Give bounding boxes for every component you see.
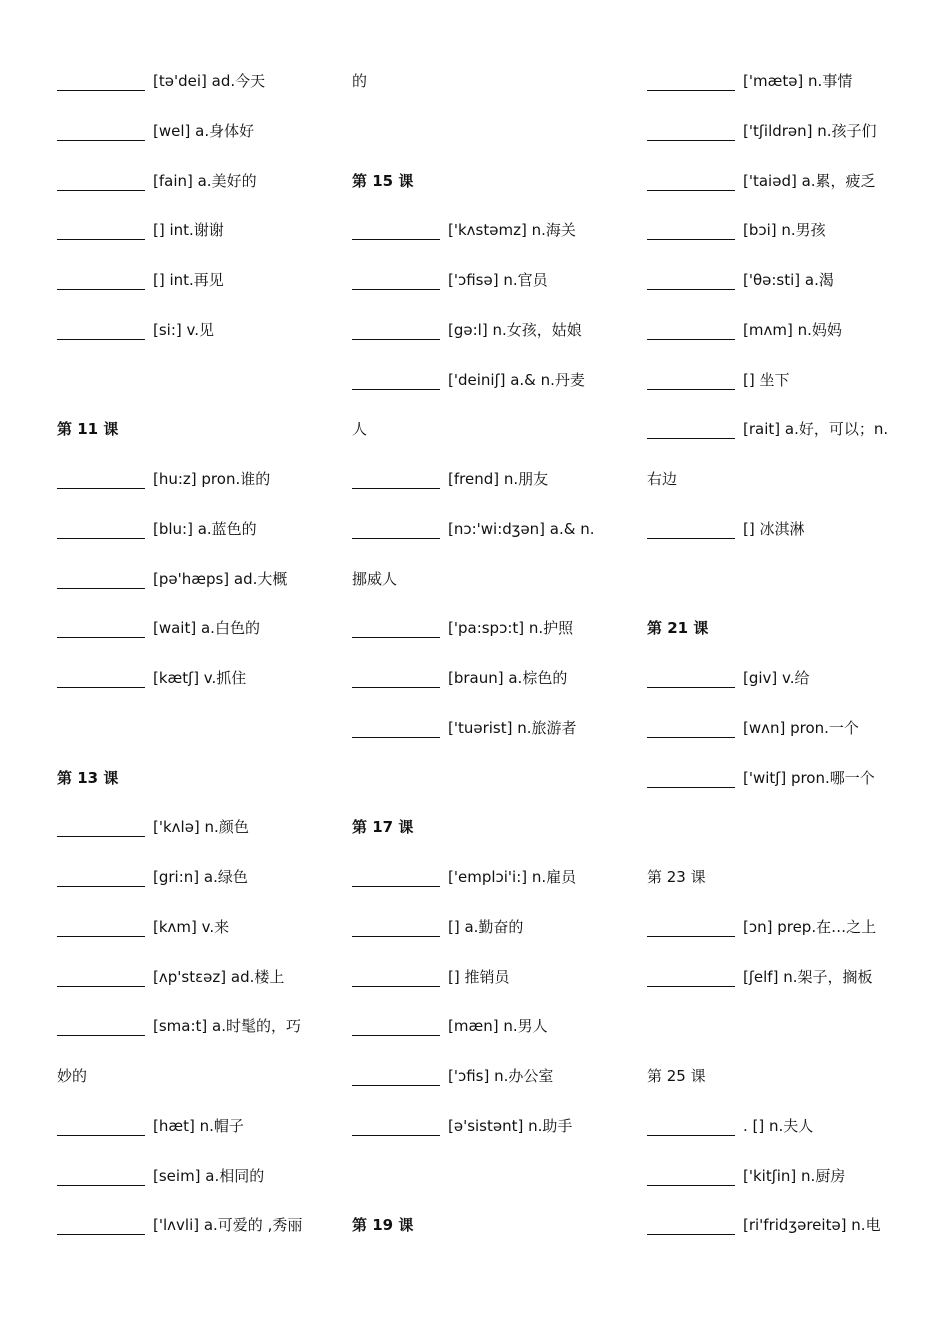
answer-blank-line <box>352 324 440 340</box>
wrapped-text-line: 人 <box>352 420 368 439</box>
answer-blank-line <box>352 971 440 987</box>
answer-blank-line <box>647 324 735 340</box>
answer-blank-line <box>57 324 145 340</box>
answer-blank-line <box>352 871 440 887</box>
vocab-definition: ['witʃ] pron.哪一个 <box>743 768 875 787</box>
vocab-definition: ['kʌstəmz] n.海关 <box>448 221 576 240</box>
vocab-entry <box>57 220 224 240</box>
lesson-heading: 第 11 课 <box>57 420 119 439</box>
answer-blank-line <box>57 573 145 589</box>
vocab-definition: [gə:l] n.女孩，姑娘 <box>448 320 582 339</box>
lesson-heading: 第 19 课 <box>352 1216 414 1235</box>
vocab-entry <box>352 917 523 937</box>
answer-blank-line <box>57 672 145 688</box>
answer-blank-line <box>352 1020 440 1036</box>
answer-blank-line <box>647 722 735 738</box>
vocab-definition: [hæt] n.帽子 <box>153 1116 244 1135</box>
answer-blank-line <box>647 1120 735 1136</box>
vocab-entry <box>352 1016 548 1036</box>
vocab-definition: [ʃelf] n.架子，搁板 <box>743 967 873 986</box>
vocab-definition: [] 坐下 <box>743 370 790 389</box>
vocab-definition: ['lʌvli] a.可爱的 ,秀丽 <box>153 1216 303 1235</box>
answer-blank-line <box>647 672 735 688</box>
vocab-definition: ['taiəd] a.累，疲乏 <box>743 171 876 190</box>
vocab-entry <box>57 71 265 91</box>
vocab-definition: ['mætə] n.事情 <box>743 72 853 90</box>
vocab-definition: [mʌm] n.妈妈 <box>743 320 842 339</box>
wrapped-text-line: 右边 <box>647 470 678 488</box>
lesson-heading: 第 17 课 <box>352 818 414 837</box>
answer-blank-line <box>57 224 145 240</box>
answer-blank-line <box>57 125 145 141</box>
vocab-entry <box>647 320 842 340</box>
vocab-entry <box>352 618 573 638</box>
vocab-entry <box>57 569 287 589</box>
vocab-entry <box>647 270 834 290</box>
vocab-entry <box>647 1166 845 1186</box>
vocab-entry <box>647 718 859 738</box>
answer-blank-line <box>57 523 145 539</box>
answer-blank-line <box>647 125 735 141</box>
vocab-definition: [braun] a.棕色的 <box>448 669 568 687</box>
vocab-entry <box>352 1066 553 1086</box>
vocab-definition: [nɔ:'wi:dʒən] a.& n. <box>448 519 595 538</box>
vocab-definition: [pə'hæps] ad.大概 <box>153 569 288 588</box>
answer-blank-line <box>352 722 440 738</box>
vocab-entry <box>352 967 509 987</box>
vocab-definition: ['pa:spɔ:t] n.护照 <box>448 619 574 638</box>
wrapped-text-line: 第 25 课 <box>647 1067 706 1085</box>
vocab-definition: [bɔi] n.男孩 <box>743 221 826 240</box>
vocab-entry <box>57 1016 301 1036</box>
vocab-definition: [fain] a.美好的 <box>153 171 257 190</box>
vocab-definition: [] 推销员 <box>448 967 510 986</box>
answer-blank-line <box>57 75 145 91</box>
vocab-definition: [ɔn] prep.在…之上 <box>743 917 877 936</box>
lesson-heading: 第 13 课 <box>57 768 119 787</box>
vocab-definition: [ə'sistənt] n.助手 <box>448 1116 573 1135</box>
vocab-definition: [hu:z] pron.谁的 <box>153 470 271 488</box>
vocab-definition: [wʌn] pron.一个 <box>743 718 859 737</box>
answer-blank-line <box>57 473 145 489</box>
vocab-definition: [kætʃ] v.抓住 <box>153 669 247 687</box>
vocab-definition: ['kitʃin] n.厨房 <box>743 1166 846 1185</box>
vocab-definition: [] a.勤奋的 <box>448 917 524 936</box>
answer-blank-line <box>57 274 145 290</box>
vocab-definition: [] 冰淇淋 <box>743 519 805 538</box>
answer-blank-line <box>647 921 735 937</box>
lesson-heading: 第 15 课 <box>352 171 414 190</box>
answer-blank-line <box>352 224 440 240</box>
answer-blank-line <box>352 672 440 688</box>
answer-blank-line <box>352 374 440 390</box>
answer-blank-line <box>57 1020 145 1036</box>
answer-blank-line <box>647 523 735 539</box>
answer-blank-line <box>57 821 145 837</box>
vocab-entry <box>57 668 246 688</box>
vocab-definition: [si:] v.见 <box>153 320 214 339</box>
answer-blank-line <box>647 423 735 439</box>
vocab-entry <box>647 917 876 937</box>
vocab-entry <box>352 1116 572 1136</box>
vocab-definition: [gri:n] a.绿色 <box>153 868 248 886</box>
vocab-definition: [wait] a.白色的 <box>153 619 260 638</box>
answer-blank-line <box>57 971 145 987</box>
answer-blank-line <box>352 473 440 489</box>
vocab-entry <box>647 121 877 141</box>
vocab-entry <box>647 1116 813 1136</box>
vocab-entry <box>647 171 876 191</box>
vocab-definition: [] int.谢谢 <box>153 221 224 240</box>
vocab-entry <box>57 618 260 638</box>
vocab-entry <box>647 220 826 240</box>
vocab-entry <box>57 469 270 489</box>
vocab-definition: ['tʃildrən] n.孩子们 <box>743 121 877 140</box>
vocab-definition: [mæn] n.男人 <box>448 1017 548 1036</box>
vocab-definition: [ri'fridʒəreitə] n.电 <box>743 1216 881 1235</box>
wrapped-text-line: 第 23 课 <box>647 868 706 886</box>
answer-blank-line <box>647 971 735 987</box>
answer-blank-line <box>352 1070 440 1086</box>
answer-blank-line <box>352 1120 440 1136</box>
vocab-entry <box>647 419 888 439</box>
answer-blank-line <box>647 75 735 91</box>
vocab-entry <box>57 1116 244 1136</box>
vocab-entry <box>647 668 810 688</box>
answer-blank-line <box>352 921 440 937</box>
answer-blank-line <box>57 622 145 638</box>
vocab-definition: [ʌp'stɛəz] ad.楼上 <box>153 967 285 986</box>
vocab-definition: [blu:] a.蓝色的 <box>153 519 257 538</box>
vocab-definition: ['tuərist] n.旅游者 <box>448 718 577 737</box>
answer-blank-line <box>57 1120 145 1136</box>
vocab-definition: ['deiniʃ] a.& n.丹麦 <box>448 370 585 389</box>
answer-blank-line <box>352 274 440 290</box>
answer-blank-line <box>647 374 735 390</box>
answer-blank-line <box>57 1170 145 1186</box>
vocab-entry <box>57 867 248 887</box>
vocab-definition: . [] n.夫人 <box>743 1116 814 1135</box>
answer-blank-line <box>647 224 735 240</box>
vocab-entry <box>647 519 804 539</box>
answer-blank-line <box>647 1219 735 1235</box>
answer-blank-line <box>647 772 735 788</box>
vocab-definition: ['ɔfisə] n.官员 <box>448 271 548 289</box>
vocab-definition: [giv] v.给 <box>743 669 810 687</box>
vocab-entry <box>352 668 567 688</box>
vocab-entry <box>352 469 548 489</box>
answer-blank-line <box>57 175 145 191</box>
vocab-definition: [wel] a.身体好 <box>153 121 255 140</box>
answer-blank-line <box>352 622 440 638</box>
vocab-entry <box>57 320 214 340</box>
answer-blank-line <box>57 921 145 937</box>
answer-blank-line <box>647 1170 735 1186</box>
answer-blank-line <box>647 175 735 191</box>
answer-blank-line <box>57 871 145 887</box>
answer-blank-line <box>352 523 440 539</box>
wrapped-text-line: 挪威人 <box>352 569 398 588</box>
vocab-definition: [kʌm] v.来 <box>153 917 230 936</box>
vocab-definition: [tə'dei] ad.今天 <box>153 72 266 90</box>
vocab-entry <box>647 967 872 987</box>
vocab-definition: [sma:t] a.时髦的，巧 <box>153 1017 301 1036</box>
wrapped-text-line: 的 <box>352 72 368 90</box>
answer-blank-line <box>647 274 735 290</box>
vocab-entry <box>57 121 254 141</box>
vocab-definition: ['ɔfis] n.办公室 <box>448 1067 554 1085</box>
vocab-entry <box>57 171 257 191</box>
vocab-definition: [rait] a.好，可以；n. <box>743 420 889 439</box>
vocab-entry <box>57 917 229 937</box>
vocab-entry <box>57 967 284 987</box>
vocab-definition: [] int.再见 <box>153 271 224 289</box>
vocab-entry <box>352 220 576 240</box>
vocab-entry <box>352 370 585 390</box>
vocab-entry <box>57 817 249 837</box>
vocab-definition: [seim] a.相同的 <box>153 1166 265 1185</box>
answer-blank-line <box>57 1219 145 1235</box>
vocab-entry <box>647 370 789 390</box>
vocab-definition: ['emplɔi'i:] n.雇员 <box>448 868 577 886</box>
wrapped-text-line: 妙的 <box>57 1067 88 1085</box>
vocab-entry <box>57 1166 264 1186</box>
vocab-entry <box>57 270 224 290</box>
vocab-definition: ['kʌlə] n.颜色 <box>153 818 249 837</box>
vocab-entry <box>647 71 852 91</box>
vocab-definition: [frend] n.朋友 <box>448 470 549 488</box>
vocab-entry <box>57 1215 302 1235</box>
vocab-entry <box>352 519 595 539</box>
vocab-entry <box>352 320 582 340</box>
vocab-entry <box>352 270 548 290</box>
vocab-definition: ['θə:sti] a.渴 <box>743 271 834 289</box>
vocab-entry <box>352 867 576 887</box>
vocab-entry <box>647 1215 881 1235</box>
vocab-entry <box>57 519 257 539</box>
vocab-entry <box>647 768 875 788</box>
vocab-entry <box>352 718 577 738</box>
lesson-heading: 第 21 课 <box>647 619 709 638</box>
